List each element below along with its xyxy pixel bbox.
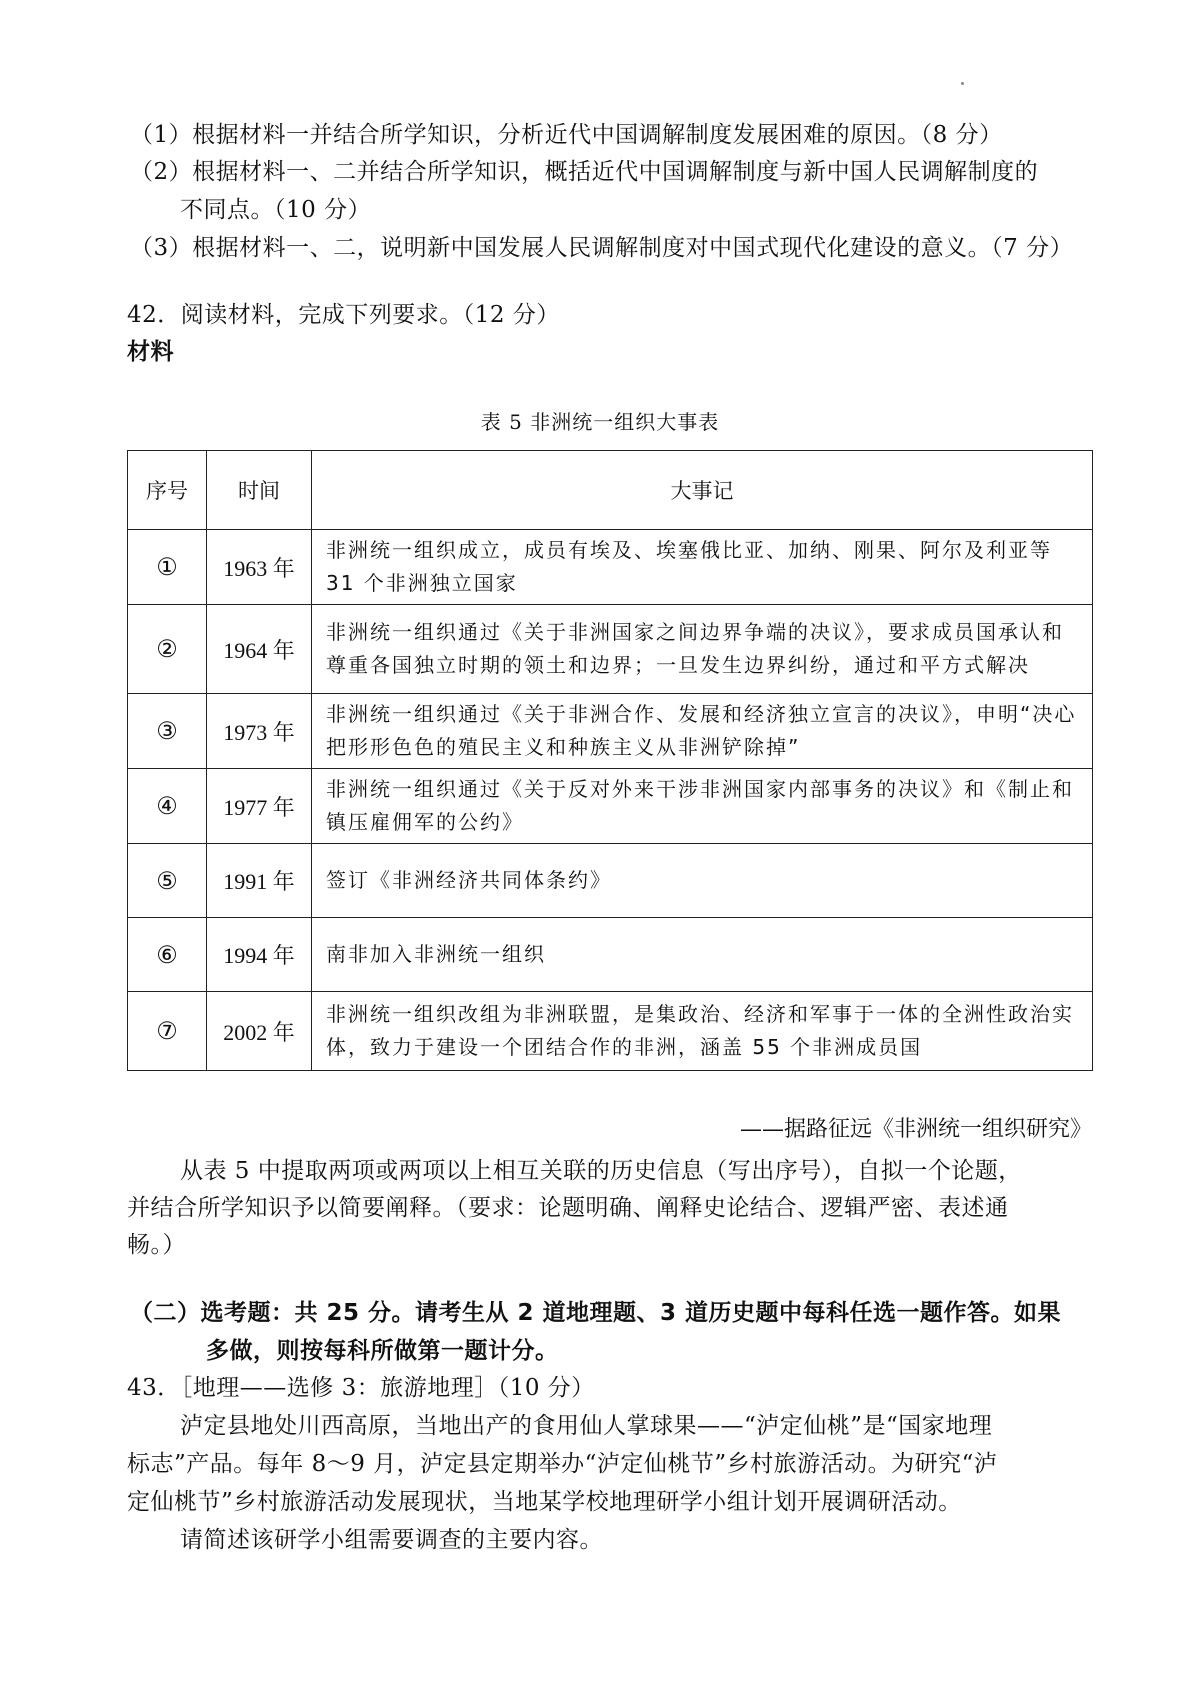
q43-heading: 43．［地理——选修 3：旅游地理］（10 分） — [127, 1375, 595, 1401]
row-event: 非洲统一组织通过《关于非洲国家之间边界争端的决议》，要求成员国承认和尊重各国独立时期的领土和边界；一旦发生边界纠纷，通过和平方式解决 — [312, 605, 1093, 694]
header-time: 时间 — [207, 451, 312, 530]
q43-body-line-1: 泸定县地处川西高原，当地出产的食用仙人掌球果——“泸定仙桃”是“国家地理 — [180, 1413, 993, 1439]
row-year: 1994 年 — [207, 918, 312, 992]
q42-heading: 42．阅读材料，完成下列要求。（12 分） — [127, 302, 560, 328]
table-caption: 表 5 非洲统一组织大事表 — [480, 410, 720, 434]
row-year: 1977 年 — [207, 769, 312, 844]
row-seq: ⑥ — [128, 918, 207, 992]
row-seq: ③ — [128, 694, 207, 769]
table-row — [128, 992, 1093, 1071]
row-event: 签订《非洲经济共同体条约》 — [312, 844, 1093, 918]
row-year: 2002 年 — [207, 992, 312, 1071]
q42-prompt-line-2: 并结合所学知识予以简要阐释。（要求：论题明确、阐释史论结合、逻辑严密、表述通 — [127, 1195, 1009, 1221]
row-year: 1964 年 — [207, 605, 312, 694]
header-seq: 序号 — [128, 451, 207, 530]
row-year: 1973 年 — [207, 694, 312, 769]
row-year: 1963 年 — [207, 530, 312, 605]
table-row — [128, 694, 1093, 769]
q41-item-2-cont: 不同点。（10 分） — [180, 197, 372, 223]
table-header-row — [128, 451, 1093, 530]
q42-prompt-line-1: 从表 5 中提取两项或两项以上相互关联的历史信息（写出序号），自拟一个论题， — [180, 1158, 1022, 1184]
material-label: 材料 — [127, 339, 174, 365]
q43-body-line-3: 定仙桃节”乡村旅游活动发展现状，当地某学校地理研学小组计划开展调研活动。 — [127, 1489, 962, 1515]
row-event: 非洲统一组织成立，成员有埃及、埃塞俄比亚、加纳、刚果、阿尔及利亚等 31 个非洲独立国家 — [312, 530, 1093, 605]
header-events: 大事记 — [312, 451, 1093, 530]
table-row — [128, 605, 1093, 694]
q42-prompt-line-3: 畅。） — [127, 1232, 186, 1258]
row-seq: ⑦ — [128, 992, 207, 1071]
section2-line-2: 多做，则按每科所做第一题计分。 — [206, 1338, 559, 1364]
row-event: 非洲统一组织通过《关于反对外来干涉非洲国家内部事务的决议》和《制止和镇压雇佣军的公约》 — [312, 769, 1093, 844]
q41-item-3: （3）根据材料一、二，说明新中国发展人民调解制度对中国式现代化建设的意义。（7 分） — [130, 235, 1074, 261]
row-seq: ② — [128, 605, 207, 694]
section2-line-1: （二）选考题：共 25 分。请考生从 2 道地理题、3 道历史题中每科任选一题作答。如果 — [130, 1300, 1062, 1326]
row-event: 非洲统一组织改组为非洲联盟，是集政治、经济和军事于一体的全洲性政治实体，致力于建设一个团结合作的非洲，涵盖 55 个非洲成员国 — [312, 992, 1093, 1071]
table-row — [128, 530, 1093, 605]
q43-question: 请简述该研学小组需要调查的主要内容。 — [180, 1527, 603, 1553]
row-year: 1991 年 — [207, 844, 312, 918]
row-seq: ⑤ — [128, 844, 207, 918]
row-seq: ④ — [128, 769, 207, 844]
table-source: ——据路征远《非洲统一组织研究》 — [739, 1117, 1092, 1142]
speck-mark — [961, 82, 964, 85]
q43-body-line-2: 标志”产品。每年 8～9 月，泸定县定期举办“泸定仙桃节”乡村旅游活动。为研究“泸 — [127, 1451, 998, 1477]
events-table — [127, 450, 1093, 1071]
table-row — [128, 769, 1093, 844]
q41-item-1: （1）根据材料一并结合所学知识，分析近代中国调解制度发展困难的原因。（8 分） — [130, 122, 1003, 148]
row-seq: ① — [128, 530, 207, 605]
row-event: 南非加入非洲统一组织 — [312, 918, 1093, 992]
q41-item-2: （2）根据材料一、二并结合所学知识，概括近代中国调解制度与新中国人民调解制度的 — [130, 159, 1039, 185]
row-event: 非洲统一组织通过《关于非洲合作、发展和经济独立宣言的决议》，申明“决心把形形色色的殖民主义和种族主义从非洲铲除掉” — [312, 694, 1093, 769]
table-row — [128, 918, 1093, 992]
table-row — [128, 844, 1093, 918]
